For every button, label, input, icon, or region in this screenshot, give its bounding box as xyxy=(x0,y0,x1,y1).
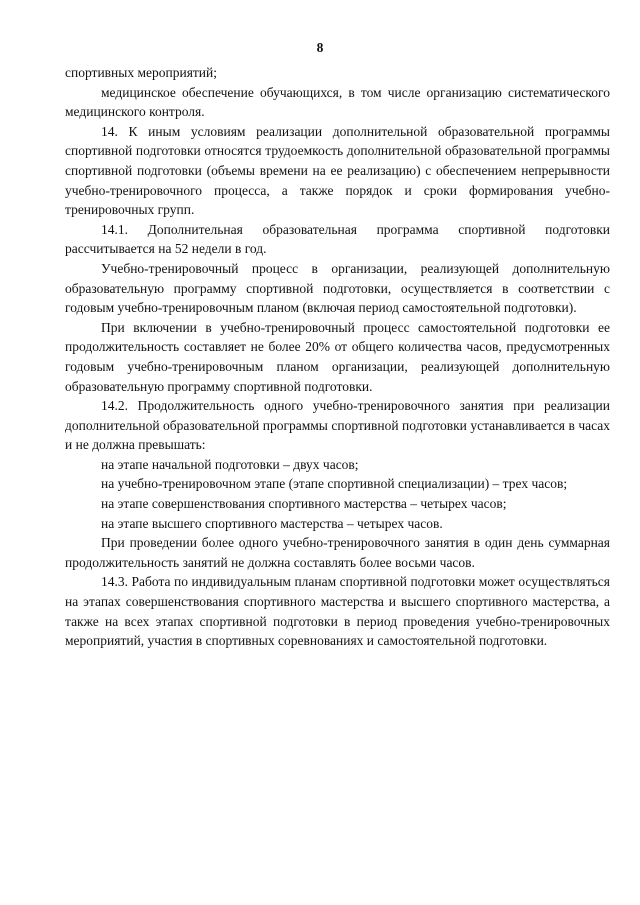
paragraph-continuation: спортивных мероприятий; xyxy=(65,65,218,80)
paragraph-14: 14. К иным условиям реализации дополнительной образовательной программы спортивной подготовки относятся трудоемкость дополнительной образовательной программы спортивной подготовки (объемы времени на ее реализацию) с обеспечением непрерывности учебно-тренировочного процесса, а также порядок и сроки формирования учебно-тренировочных групп. xyxy=(65,123,610,218)
paragraph-14-1: 14.1. Дополнительная образовательная программа спортивной подготовки рассчитывается на 52 недели в год. xyxy=(65,221,610,257)
list-item-initial-stage: на этапе начальной подготовки – двух часов; xyxy=(101,456,359,472)
paragraph-medical: медицинское обеспечение обучающихся, в том числе организацию систематического медицинского контроля. xyxy=(65,84,610,120)
paragraph-14-2: 14.2. Продолжительность одного учебно-тренировочного занятия при реализации дополнительной образовательной программы спортивной подготовки устанавливается в часах и не должна превышать: xyxy=(65,398,610,453)
paragraph-daily-limit: При проведении более одного учебно-тренировочного занятия в один день суммарная продолжительность занятий не должна составлять более восьми часов. xyxy=(65,535,610,570)
list-item-improvement-stage: на этапе совершенствования спортивного мастерства – четырех часов; xyxy=(101,496,507,512)
list-item-training-stage: на учебно-тренировочном этапе (этапе спортивной специализации) – трех часов; xyxy=(101,476,568,492)
document-body xyxy=(65,63,610,651)
paragraph-training-process: Учебно-тренировочный процесс в организации, реализующей дополнительную образовательную программу спортивной подготовки, осуществляется в соответствии с годовым учебно-тренировочным планом (включая период самостоятельной подготовки). xyxy=(65,260,610,316)
page-number: 8 xyxy=(316,40,324,55)
list-item-higher-stage: на этапе высшего спортивного мастерства – четырех часов. xyxy=(101,515,443,531)
paragraph-14-3: 14.3. Работа по индивидуальным планам спортивной подготовки может осуществляться на этапах совершенствования спортивного мастерства и высшего спортивного мастерства, а также на всех этапах спортивной подготовки в период проведения учебно-тренировочных мероприятий, участия в спортивных соревнованиях и самостоятельной подготовки. xyxy=(65,574,610,649)
paragraph-self-training: При включении в учебно-тренировочный процесс самостоятельной подготовки ее продолжительность составляет не более 20% от общего количества часов, предусмотренных годовым учебно-тренировочным планом организации, реализующей дополнительную образовательную программу спортивной подготовки. xyxy=(65,319,610,394)
